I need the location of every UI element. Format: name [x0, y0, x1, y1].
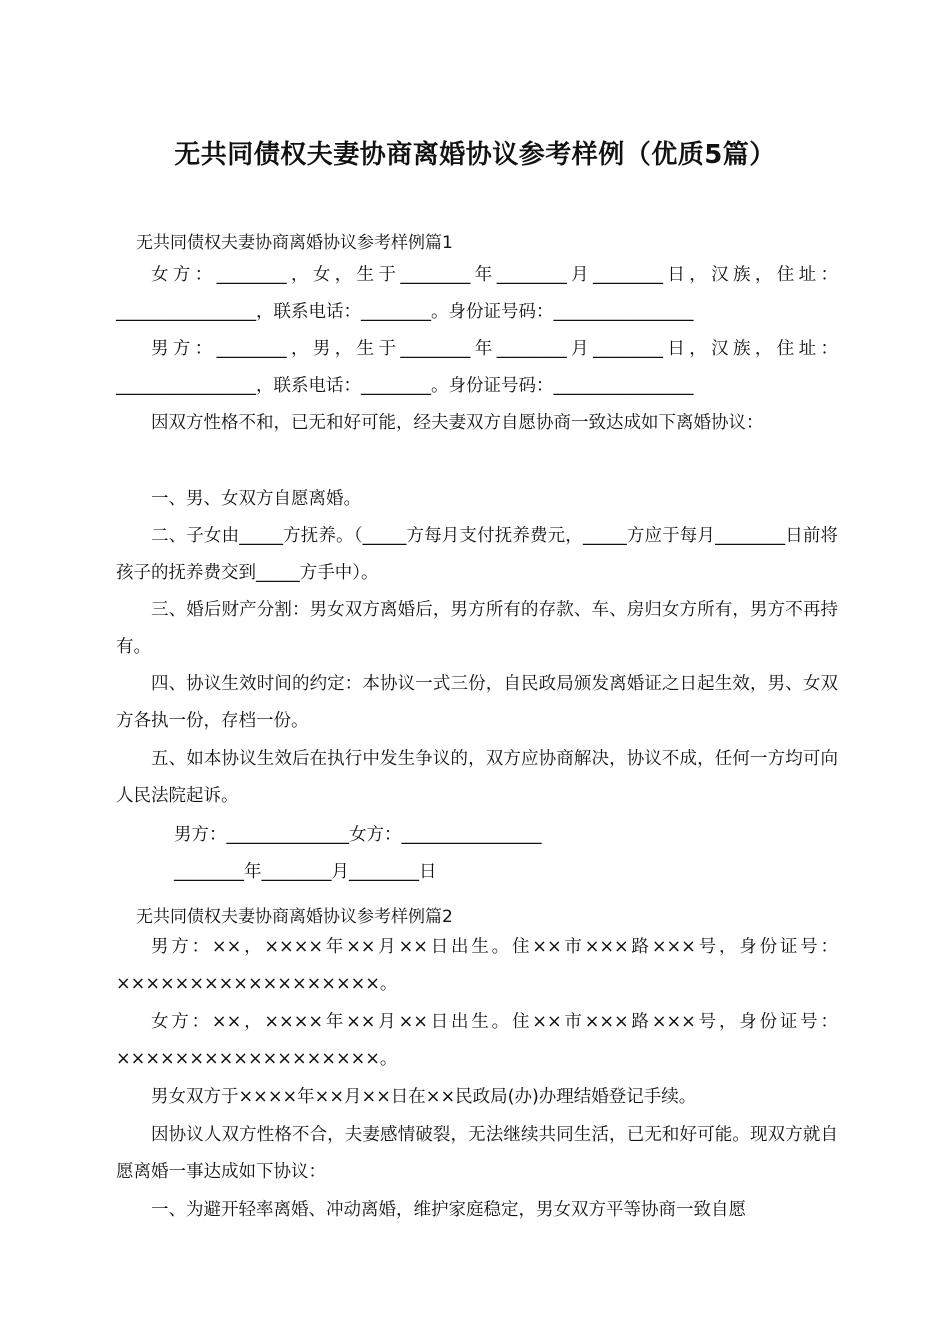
wife-info-paragraph: 女方：________，女，生于________年________月________日，汉族，住址：________________，联系电话：________。身份证号码：________________ [116, 265, 838, 322]
divorce-reason-paragraph-2: 因协议人双方性格不合，夫妻感情破裂，无法继续共同生活，已无和好可能。现双方就自愿离婚一事达成如下协议： [116, 1125, 838, 1182]
wife-info-paragraph-2: 女方：××，××××年××月××日出生。住××市×××路×××号，身份证号：××××××××××××××××××。 [116, 1012, 838, 1069]
date-line: ________年________月________日 [174, 862, 437, 882]
husband-info-paragraph: 男方：________，男，生于________年________月________日，汉族，住址：________________，联系电话：________。身份证号码：________________ [116, 339, 838, 396]
divorce-reason-paragraph: 因双方性格不和，已无和好可能，经夫妻双方自愿协商一致达成如下离婚协议： [151, 413, 764, 433]
marriage-registration-paragraph: 男女双方于××××年××月××日在××民政局(办)办理结婚登记手续。 [151, 1087, 697, 1107]
signature-line: 男方：______________女方：________________ [174, 825, 542, 845]
document-title: 无共同债权夫妻协商离婚协议参考样例（优质5篇） [174, 140, 776, 170]
husband-info-paragraph-2: 男方：××，××××年××月××日出生。住××市×××路×××号，身份证号：××××××××××××××××××。 [116, 937, 838, 994]
clause-5: 五、如本协议生效后在执行中发生争议的，双方应协商解决，协议不成，任何一方均可向人民法院起诉。 [116, 749, 838, 806]
clause-1: 一、男、女双方自愿离婚。 [151, 489, 361, 509]
clause-3: 三、婚后财产分割：男女双方离婚后，男方所有的存款、车、房归女方所有，男方不再持有。 [116, 600, 838, 657]
clause-1-section-2: 一、为避开轻率离婚、冲动离婚，维护家庭稳定，男女双方平等协商一致自愿 [151, 1200, 746, 1220]
section-2-heading: 无共同债权夫妻协商离婚协议参考样例篇2 [136, 907, 453, 927]
section-1-heading: 无共同债权夫妻协商离婚协议参考样例篇1 [136, 233, 453, 253]
clause-2: 二、子女由_____方抚养。（_____方每月支付抚养费元，_____方应于每月________日前将孩子的抚养费交到_____方手中）。 [116, 526, 838, 583]
clause-4: 四、协议生效时间的约定：本协议一式三份，自民政局颁发离婚证之日起生效，男、女双方各执一份，存档一份。 [116, 674, 838, 731]
